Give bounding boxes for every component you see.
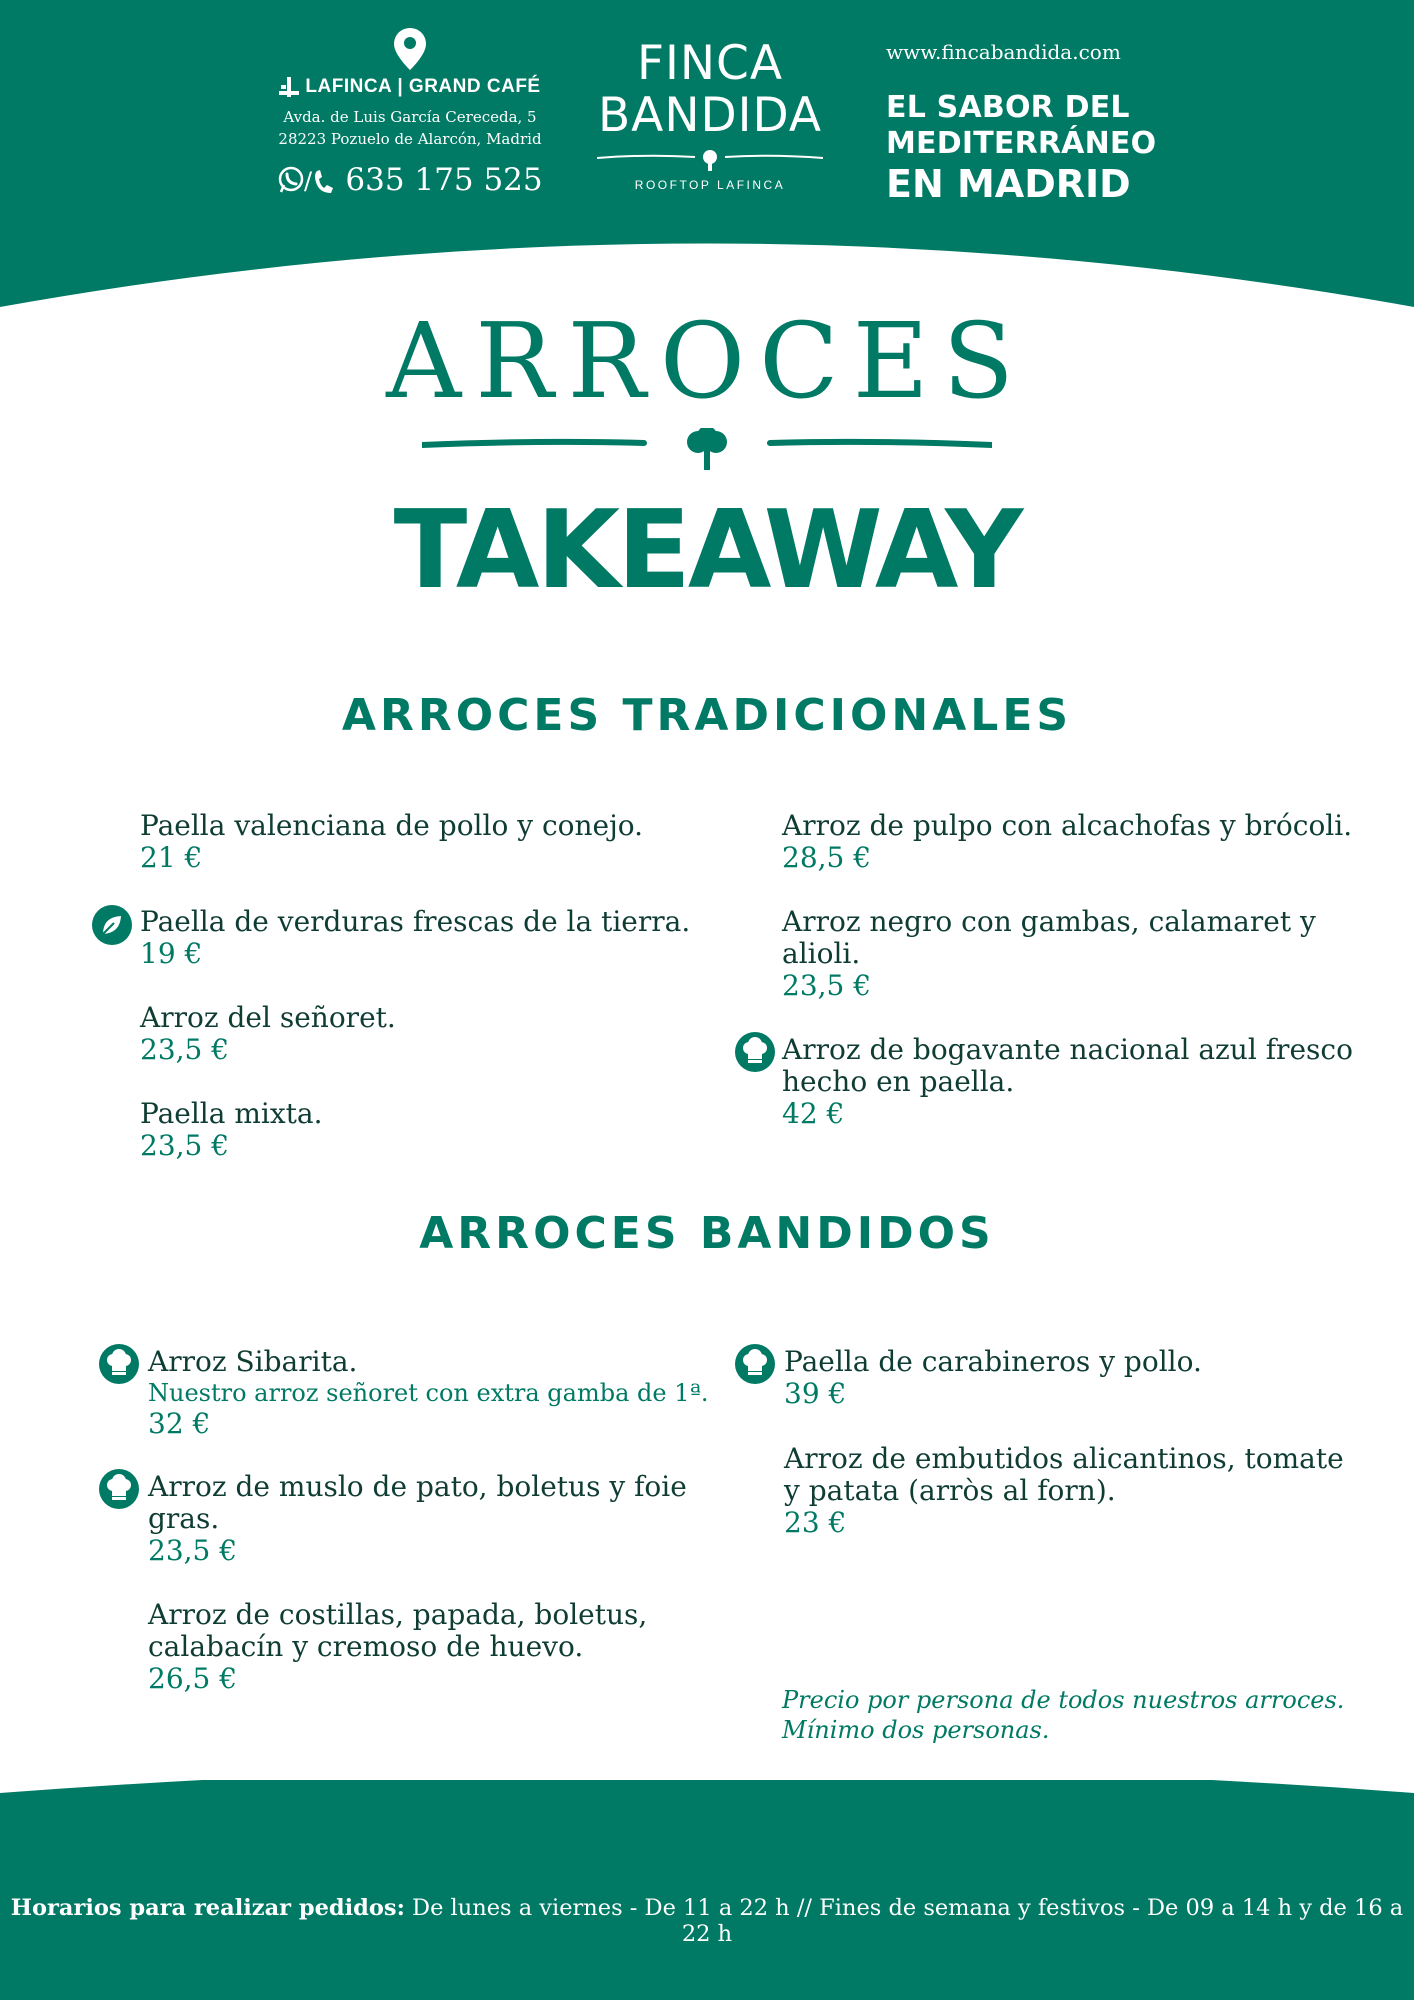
price-note-line-1: Precio por persona de todos nuestros arroces. xyxy=(782,1686,1345,1714)
item-name-line-1: Arroz de muslo de pato, boletus y foie xyxy=(148,1470,687,1503)
item-name: Paella de carabineros y pollo. xyxy=(784,1345,1202,1378)
hours-label: Horarios para realizar pedidos: xyxy=(10,1895,405,1921)
brand-name: LAFINCA | GRAND CAFÉ xyxy=(305,76,541,97)
order-hours xyxy=(0,1895,1414,1947)
item-price: 23,5 € xyxy=(140,1129,230,1162)
menu-item xyxy=(140,1002,396,1066)
item-name: Arroz del señoret. xyxy=(140,1001,396,1034)
leaf-icon xyxy=(92,905,132,945)
address-line-2: 28223 Pozuelo de Alarcón, Madrid xyxy=(278,130,542,148)
item-price: 21 € xyxy=(140,841,203,874)
slogan-line-3: EN MADRID xyxy=(886,162,1131,206)
menu-item xyxy=(140,810,643,874)
chef-hat-icon xyxy=(99,1344,139,1384)
item-price: 28,5 € xyxy=(782,841,872,874)
menu-item xyxy=(782,810,1352,874)
item-name-line-2: y patata (arròs al forn). xyxy=(784,1474,1116,1507)
menu-item xyxy=(782,906,1316,1002)
item-price: 32 € xyxy=(148,1407,211,1440)
footer-background xyxy=(0,1780,1414,2000)
footer-banner xyxy=(0,1780,1414,2000)
header-banner xyxy=(0,0,1414,310)
item-price: 23,5 € xyxy=(148,1534,238,1567)
logo-line-2: BANDIDA xyxy=(597,88,823,143)
item-price: 39 € xyxy=(784,1377,847,1410)
location-pin-icon xyxy=(394,28,426,70)
menu-item xyxy=(148,1599,647,1695)
item-name: Arroz de pulpo con alcachofas y brócoli. xyxy=(782,809,1353,842)
page-subtitle: TAKEAWAY xyxy=(393,488,1021,613)
menu-item xyxy=(148,1346,709,1440)
phone-number: 635 175 525 xyxy=(345,162,543,198)
address-line-1: Avda. de Luis García Cereceda, 5 xyxy=(283,108,537,126)
item-name: Arroz Sibarita. xyxy=(148,1345,358,1378)
item-name-line-2: hecho en paella. xyxy=(782,1065,1015,1098)
website-link[interactable]: www.fincabandida.com xyxy=(886,40,1121,64)
logo-tree-divider-icon xyxy=(597,150,823,172)
item-price: 26,5 € xyxy=(148,1662,238,1695)
menu-item xyxy=(140,1098,323,1162)
item-price: 23 € xyxy=(784,1506,847,1539)
item-name-line-1: Arroz de costillas, papada, boletus, xyxy=(148,1598,648,1631)
svg-text:/: / xyxy=(304,167,313,195)
chef-hat-icon xyxy=(99,1469,139,1509)
whatsapp-phone-icon xyxy=(277,165,335,195)
price-note-line-2: Mínimo dos personas. xyxy=(782,1716,1050,1744)
item-name-line-2: gras. xyxy=(148,1502,220,1535)
tree-divider-icon xyxy=(422,428,992,472)
slogan-line-2: MEDITERRÁNEO xyxy=(886,126,1157,161)
item-name-line-2: alioli. xyxy=(782,937,861,970)
item-name-line-1: Arroz negro con gambas, calamaret y xyxy=(782,905,1316,938)
logo-subtitle: ROOFTOP LAFINCA xyxy=(634,178,786,192)
item-name-line-1: Arroz de bogavante nacional azul fresco xyxy=(782,1033,1353,1066)
item-name: Paella de verduras frescas de la tierra. xyxy=(140,905,691,938)
item-price: 23,5 € xyxy=(782,969,872,1002)
item-name-line-1: Arroz de embutidos alicantinos, tomate xyxy=(784,1442,1344,1475)
menu-item xyxy=(140,906,690,970)
logo-line-1: FINCA xyxy=(636,36,784,91)
menu-item xyxy=(782,1034,1353,1130)
slogan-line-1: EL SABOR DEL xyxy=(886,90,1130,125)
title-divider xyxy=(0,428,1414,476)
contact-block xyxy=(270,28,550,198)
lafinca-logo-icon xyxy=(279,77,299,97)
item-name-line-2: calabacín y cremoso de huevo. xyxy=(148,1630,584,1663)
page-title: ARROCES xyxy=(386,300,1028,422)
item-price: 19 € xyxy=(140,937,203,970)
item-price: 23,5 € xyxy=(140,1033,230,1066)
address xyxy=(270,106,550,150)
brand-line xyxy=(270,76,550,98)
menu-item xyxy=(784,1443,1344,1539)
finca-bandida-logo xyxy=(585,38,835,192)
item-name: Paella mixta. xyxy=(140,1097,323,1130)
slogan-block xyxy=(886,40,1186,206)
menu-item xyxy=(784,1346,1202,1410)
chef-hat-icon xyxy=(735,1032,775,1072)
item-price: 42 € xyxy=(782,1097,845,1130)
chef-hat-icon xyxy=(735,1344,775,1384)
section-title-tradicionales: ARROCES TRADICIONALES xyxy=(341,690,1073,741)
menu-item xyxy=(148,1471,687,1567)
section-title-bandidos: ARROCES BANDIDOS xyxy=(419,1208,995,1259)
price-note xyxy=(782,1685,1344,1745)
item-name: Paella valenciana de pollo y conejo. xyxy=(140,809,644,842)
hours-text: De lunes a viernes - De 11 a 22 h // Fines de semana y festivos - De 09 a 14 h y de 16 a 22 h xyxy=(404,1895,1404,1947)
phone-row xyxy=(270,162,550,198)
item-description: Nuestro arroz señoret con extra gamba de 1ª. xyxy=(148,1379,709,1407)
